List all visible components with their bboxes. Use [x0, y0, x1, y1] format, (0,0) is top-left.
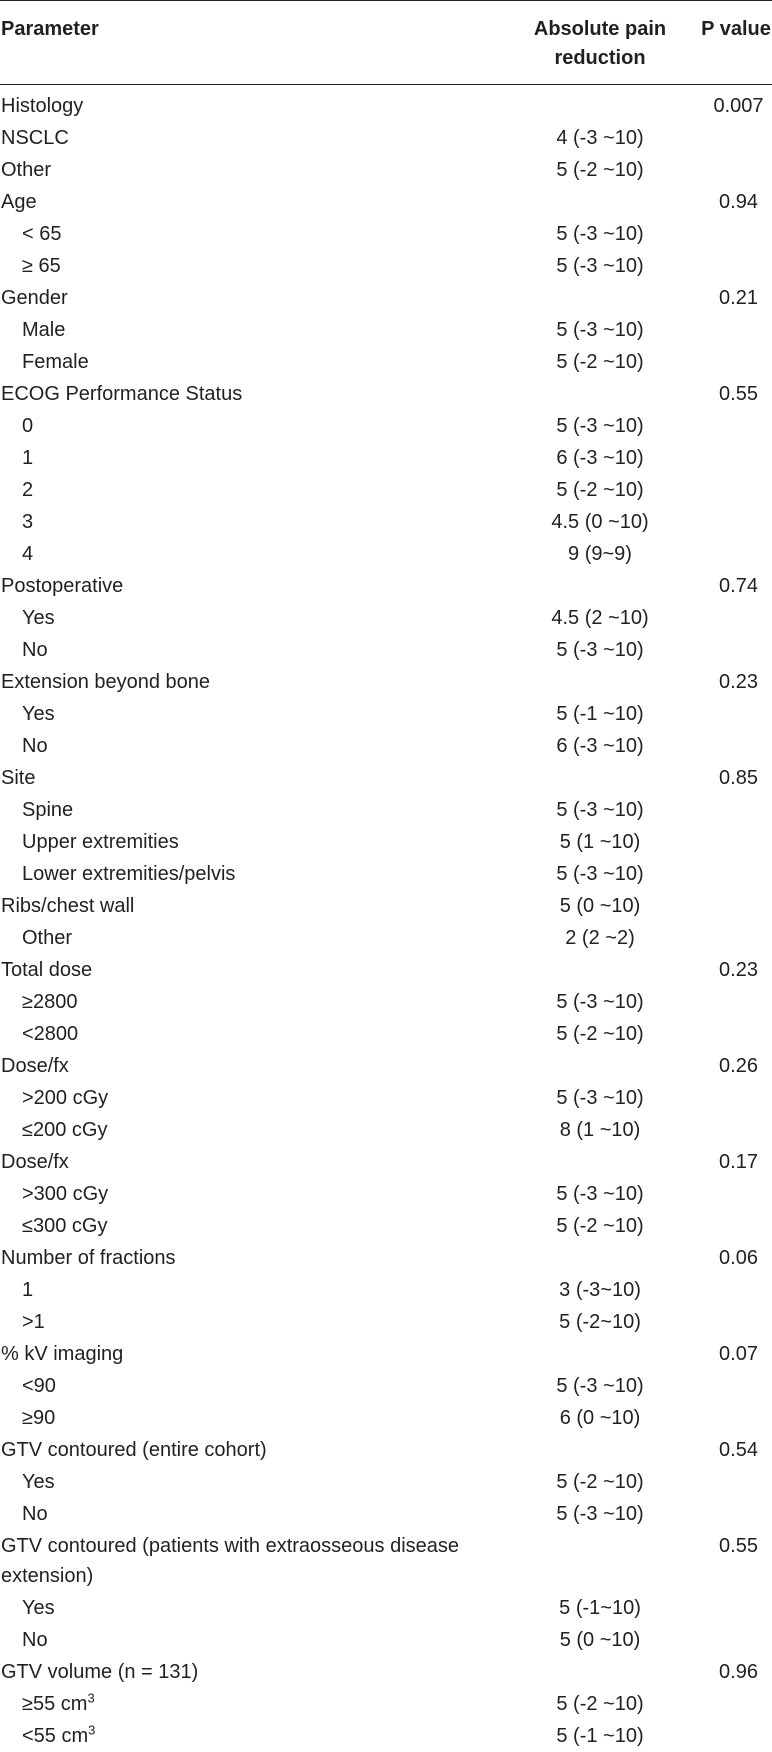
unit-superscript: 3 — [88, 1722, 95, 1737]
row-pain-reduction: 4.5 (0 ~10) — [500, 506, 700, 538]
row-pain-reduction — [500, 1530, 700, 1592]
row-p-value — [700, 1688, 772, 1720]
row-pain-reduction: 5 (-2 ~10) — [500, 346, 700, 378]
row-pain-reduction — [500, 570, 700, 602]
row-pain-reduction — [500, 1656, 700, 1688]
table-row — [0, 1434, 772, 1466]
table-row — [0, 154, 772, 186]
row-pain-reduction: 5 (-3 ~10) — [500, 1082, 700, 1114]
row-p-value — [700, 1466, 772, 1498]
row-parameter: 3 — [0, 506, 500, 538]
row-parameter: GTV volume (n = 131) — [0, 1656, 500, 1688]
row-pain-reduction: 5 (-2 ~10) — [500, 474, 700, 506]
table-row — [0, 634, 772, 666]
row-parameter: Other — [0, 154, 500, 186]
row-parameter: Postoperative — [0, 570, 500, 602]
row-p-value — [700, 250, 772, 282]
table-row — [0, 762, 772, 794]
table-row — [0, 1656, 772, 1688]
row-parameter: Total dose — [0, 954, 500, 986]
row-parameter: ≤300 cGy — [0, 1210, 500, 1242]
row-pain-reduction: 5 (-2 ~10) — [500, 1018, 700, 1050]
table-row — [0, 1402, 772, 1434]
table-row — [0, 1688, 772, 1720]
table-row — [0, 730, 772, 762]
row-parameter: Number of fractions — [0, 1242, 500, 1274]
row-parameter: Gender — [0, 282, 500, 314]
row-parameter: ≥55 $cm^3$ — [0, 1688, 500, 1720]
table-row — [0, 1018, 772, 1050]
row-p-value: 0.74 — [700, 570, 772, 602]
table-row — [0, 1624, 772, 1656]
row-pain-reduction — [500, 1050, 700, 1082]
table-row — [0, 410, 772, 442]
row-pain-reduction: 5 (-3 ~10) — [500, 1178, 700, 1210]
row-parameter: Yes — [0, 602, 500, 634]
row-pain-reduction: 8 (1 ~10) — [500, 1114, 700, 1146]
row-pain-reduction: 6 (0 ~10) — [500, 1402, 700, 1434]
row-parameter: <55 $cm^3$ — [0, 1720, 500, 1752]
table-row — [0, 666, 772, 698]
table-row — [0, 85, 772, 123]
row-p-value — [700, 1370, 772, 1402]
row-p-value: 0.06 — [700, 1242, 772, 1274]
row-p-value: 0.94 — [700, 186, 772, 218]
row-p-value — [700, 1720, 772, 1752]
row-p-value: 0.007 — [700, 85, 772, 123]
table-row — [0, 378, 772, 410]
row-parameter: Yes — [0, 698, 500, 730]
row-p-value — [700, 1624, 772, 1656]
row-p-value — [700, 1178, 772, 1210]
row-parameter: NSCLC — [0, 122, 500, 154]
row-p-value: 0.21 — [700, 282, 772, 314]
table-row — [0, 314, 772, 346]
row-pain-reduction: 3 (-3~10) — [500, 1274, 700, 1306]
row-p-value — [700, 346, 772, 378]
row-pain-reduction: 5 (0 ~10) — [500, 1624, 700, 1656]
row-pain-reduction — [500, 1242, 700, 1274]
row-parameter: Ribs/chest wall — [0, 890, 500, 922]
row-pain-reduction: 6 (-3 ~10) — [500, 442, 700, 474]
row-pain-reduction: 5 (-3 ~10) — [500, 314, 700, 346]
row-p-value — [700, 1402, 772, 1434]
table-row — [0, 826, 772, 858]
row-pain-reduction: 5 (-1 ~10) — [500, 1720, 700, 1752]
row-p-value — [700, 730, 772, 762]
table-body — [0, 85, 772, 1752]
row-pain-reduction: 5 (-1~10) — [500, 1592, 700, 1624]
row-pain-reduction — [500, 378, 700, 410]
row-pain-reduction — [500, 1434, 700, 1466]
header-p-value: P value — [700, 1, 772, 85]
row-parameter: <90 — [0, 1370, 500, 1402]
table-row — [0, 794, 772, 826]
row-parameter: Other — [0, 922, 500, 954]
row-parameter: <2800 — [0, 1018, 500, 1050]
row-p-value — [700, 794, 772, 826]
table-row — [0, 1338, 772, 1370]
table-row — [0, 442, 772, 474]
row-parameter: GTV contoured (patients with extraosseous disease extension) — [0, 1530, 500, 1592]
header-parameter: Parameter — [0, 1, 500, 85]
table-row — [0, 282, 772, 314]
row-p-value — [700, 1306, 772, 1338]
table-row — [0, 250, 772, 282]
table-row — [0, 474, 772, 506]
row-pain-reduction: 5 (-3 ~10) — [500, 1370, 700, 1402]
row-p-value — [700, 922, 772, 954]
row-p-value — [700, 1018, 772, 1050]
table-row — [0, 1178, 772, 1210]
row-pain-reduction: 6 (-3 ~10) — [500, 730, 700, 762]
row-pain-reduction: 5 (-3 ~10) — [500, 410, 700, 442]
row-parameter: 1 — [0, 1274, 500, 1306]
row-parameter: 0 — [0, 410, 500, 442]
row-parameter: Histology — [0, 85, 500, 123]
row-parameter: >300 cGy — [0, 1178, 500, 1210]
row-parameter: No — [0, 1624, 500, 1656]
row-parameter: 4 — [0, 538, 500, 570]
row-pain-reduction: 5 (-2 ~10) — [500, 1210, 700, 1242]
row-pain-reduction — [500, 954, 700, 986]
row-parameter: ≥2800 — [0, 986, 500, 1018]
row-p-value: 0.85 — [700, 762, 772, 794]
table-header — [0, 1, 772, 85]
row-parameter: % kV imaging — [0, 1338, 500, 1370]
row-parameter: Lower extremities/pelvis — [0, 858, 500, 890]
row-parameter: ECOG Performance Status — [0, 378, 500, 410]
row-p-value — [700, 602, 772, 634]
row-parameter: Yes — [0, 1466, 500, 1498]
table-row — [0, 1274, 772, 1306]
row-pain-reduction: 5 (-2~10) — [500, 1306, 700, 1338]
table-row — [0, 1114, 772, 1146]
table-row — [0, 186, 772, 218]
row-pain-reduction: 5 (-3 ~10) — [500, 250, 700, 282]
row-p-value — [700, 1274, 772, 1306]
row-parameter: >200 cGy — [0, 1082, 500, 1114]
table-row — [0, 1498, 772, 1530]
row-parameter: GTV contoured (entire cohort) — [0, 1434, 500, 1466]
header-pain-reduction: Absolute pain reduction — [500, 1, 700, 85]
row-pain-reduction — [500, 282, 700, 314]
table-row — [0, 1050, 772, 1082]
row-pain-reduction: 5 (-3 ~10) — [500, 858, 700, 890]
table-row — [0, 1466, 772, 1498]
row-parameter: Spine — [0, 794, 500, 826]
row-p-value: 0.26 — [700, 1050, 772, 1082]
row-parameter: >1 — [0, 1306, 500, 1338]
row-parameter: Male — [0, 314, 500, 346]
row-parameter: Dose/fx — [0, 1146, 500, 1178]
row-pain-reduction: 2 (2 ~2) — [500, 922, 700, 954]
row-pain-reduction: 5 (-3 ~10) — [500, 986, 700, 1018]
row-p-value — [700, 1082, 772, 1114]
row-parameter: Site — [0, 762, 500, 794]
row-p-value — [700, 410, 772, 442]
row-p-value — [700, 986, 772, 1018]
row-parameter: No — [0, 634, 500, 666]
row-parameter: ≤200 cGy — [0, 1114, 500, 1146]
table-row — [0, 506, 772, 538]
row-p-value — [700, 826, 772, 858]
table-row — [0, 218, 772, 250]
row-parameter: Female — [0, 346, 500, 378]
row-pain-reduction: 5 (-3 ~10) — [500, 218, 700, 250]
row-pain-reduction — [500, 762, 700, 794]
table-row — [0, 986, 772, 1018]
row-parameter: Extension beyond bone — [0, 666, 500, 698]
row-pain-reduction: 5 (-2 ~10) — [500, 154, 700, 186]
table-row — [0, 122, 772, 154]
row-pain-reduction: 5 (-2 ~10) — [500, 1466, 700, 1498]
row-p-value — [700, 1592, 772, 1624]
row-parameter: No — [0, 1498, 500, 1530]
row-p-value — [700, 154, 772, 186]
row-p-value — [700, 442, 772, 474]
row-parameter: < 65 — [0, 218, 500, 250]
table-row — [0, 1146, 772, 1178]
row-pain-reduction: 5 (1 ~10) — [500, 826, 700, 858]
row-p-value: 0.23 — [700, 666, 772, 698]
table-row — [0, 1530, 772, 1592]
unit-superscript: 3 — [87, 1690, 94, 1705]
table-row — [0, 954, 772, 986]
row-pain-reduction: 5 (-2 ~10) — [500, 1688, 700, 1720]
row-p-value: 0.55 — [700, 378, 772, 410]
row-pain-reduction: 4.5 (2 ~10) — [500, 602, 700, 634]
row-pain-reduction: 5 (-1 ~10) — [500, 698, 700, 730]
row-p-value — [700, 890, 772, 922]
row-p-value — [700, 474, 772, 506]
row-parameter: Age — [0, 186, 500, 218]
row-p-value — [700, 634, 772, 666]
table-row — [0, 698, 772, 730]
table-row — [0, 1370, 772, 1402]
table-row — [0, 1082, 772, 1114]
table-row — [0, 1210, 772, 1242]
table-row — [0, 1720, 772, 1752]
row-pain-reduction — [500, 666, 700, 698]
table-row — [0, 538, 772, 570]
row-p-value: 0.54 — [700, 1434, 772, 1466]
row-p-value: 0.17 — [700, 1146, 772, 1178]
row-pain-reduction: 5 (0 ~10) — [500, 890, 700, 922]
table-row — [0, 1242, 772, 1274]
row-p-value — [700, 1114, 772, 1146]
row-parameter: ≥ 65 — [0, 250, 500, 282]
row-parameter: 2 — [0, 474, 500, 506]
row-pain-reduction — [500, 1338, 700, 1370]
table-row — [0, 1306, 772, 1338]
row-p-value: 0.55 — [700, 1530, 772, 1592]
row-p-value — [700, 506, 772, 538]
row-p-value — [700, 122, 772, 154]
row-p-value — [700, 218, 772, 250]
row-pain-reduction: 4 (-3 ~10) — [500, 122, 700, 154]
row-parameter: Yes — [0, 1592, 500, 1624]
row-parameter: 1 — [0, 442, 500, 474]
row-pain-reduction — [500, 186, 700, 218]
row-parameter: Upper extremities — [0, 826, 500, 858]
row-pain-reduction: 5 (-3 ~10) — [500, 1498, 700, 1530]
row-pain-reduction — [500, 1146, 700, 1178]
row-p-value — [700, 538, 772, 570]
row-p-value — [700, 1210, 772, 1242]
row-p-value: 0.07 — [700, 1338, 772, 1370]
row-p-value: 0.96 — [700, 1656, 772, 1688]
row-pain-reduction: 9 (9~9) — [500, 538, 700, 570]
row-parameter: Dose/fx — [0, 1050, 500, 1082]
row-pain-reduction: 5 (-3 ~10) — [500, 634, 700, 666]
row-p-value — [700, 314, 772, 346]
table-row — [0, 922, 772, 954]
row-p-value — [700, 698, 772, 730]
row-parameter: No — [0, 730, 500, 762]
table-row — [0, 570, 772, 602]
row-parameter: ≥90 — [0, 1402, 500, 1434]
table-row — [0, 858, 772, 890]
table-row — [0, 1592, 772, 1624]
row-p-value: 0.23 — [700, 954, 772, 986]
row-pain-reduction: 5 (-3 ~10) — [500, 794, 700, 826]
row-pain-reduction — [500, 85, 700, 123]
table-row — [0, 890, 772, 922]
table-row — [0, 346, 772, 378]
row-p-value — [700, 1498, 772, 1530]
row-p-value — [700, 858, 772, 890]
table-row — [0, 602, 772, 634]
